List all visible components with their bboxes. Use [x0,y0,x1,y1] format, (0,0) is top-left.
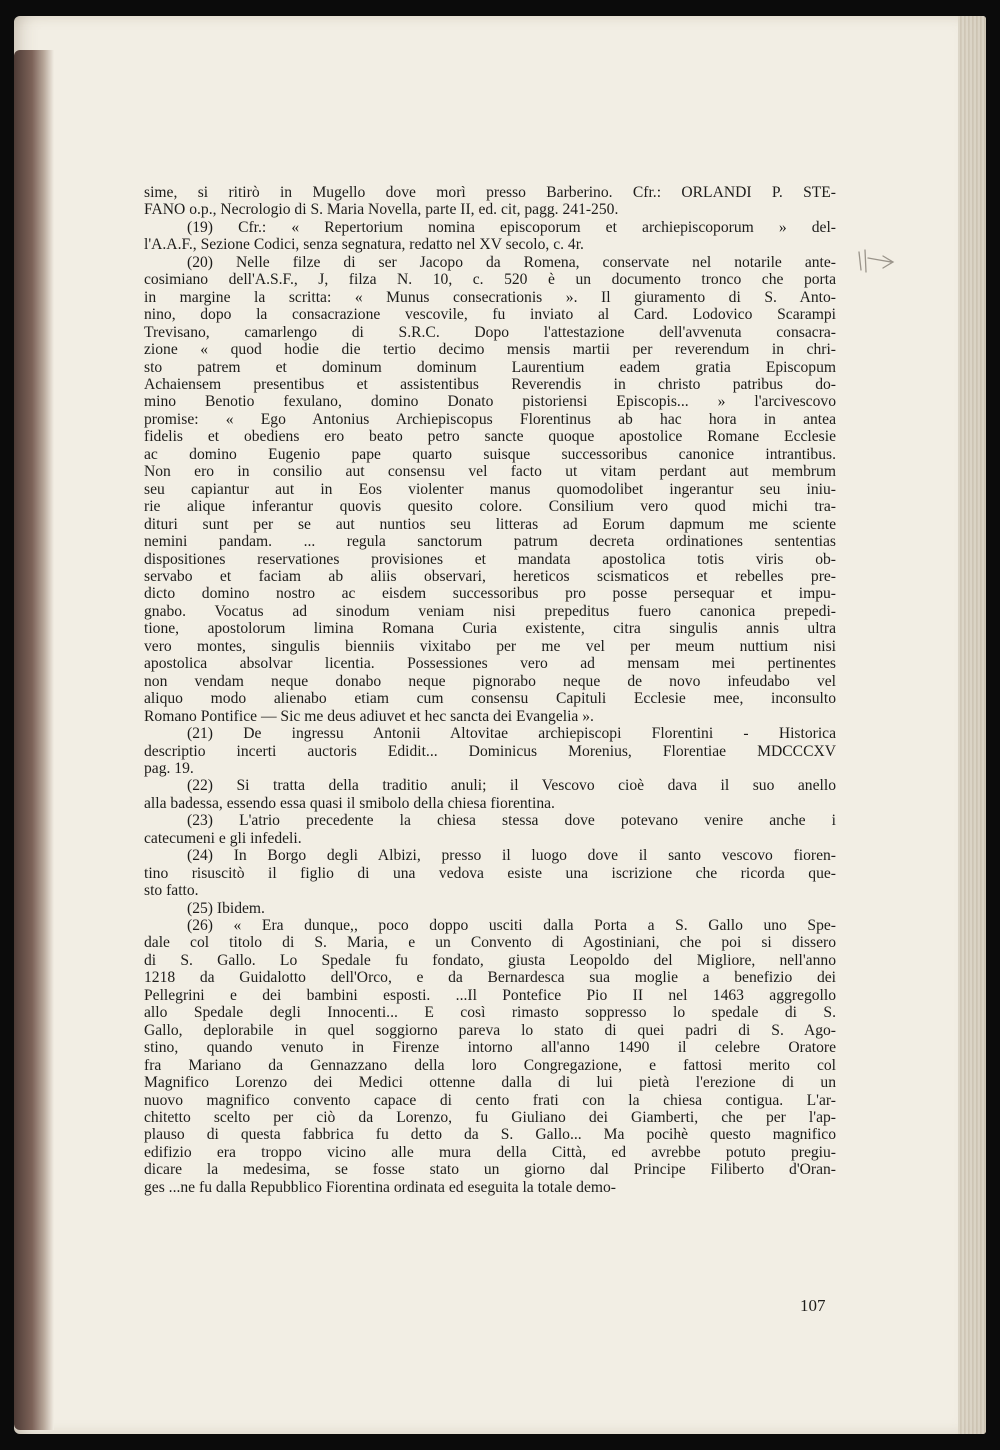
text-line: (24) In Borgo degli Albizi, presso il luogo dove il santo vescovo fioren- [187,847,836,865]
text-line: (23) L'atrio precedente la chiesa stessa dove potevano venire anche i [187,812,836,830]
text-line: rie alique inferantur quovis quesito colore. Consilium vero quod michi tra- [144,498,836,516]
text-line: ac domino Eugenio pape quarto suisque successoribus canonice intrantibus. [144,445,836,463]
text-line: apostolica absolvar licentia. Possessiones vero ad mensam mei pertinentes [144,655,836,673]
text-line: Pellegrini e dei bambini esposti. ...Il Pontefice Pio II nel 1463 aggregollo [144,986,836,1004]
text-line: tino risuscitò il figlio di una vedova esiste una iscrizione che ricorda que- [144,864,836,882]
text-line: sto fatto. [144,882,199,900]
text-line: Trevisano, camarlengo di S.R.C. Dopo l'attestazione dell'avvenuta consacra- [144,323,836,341]
text-line: dicto domino nostro ac eisdem successoribus pro posse persequar et impu- [144,585,836,603]
text-line: (21) De ingressu Antonii Altovitae archiepiscopi Florentini - Historica [187,725,836,743]
text-line: nuovo magnifico convento capace di cento frati con la chiesa contigua. L'ar- [144,1091,836,1109]
page-number: 107 [800,1296,826,1315]
text-line: non vendam neque donabo neque pignorabo neque de novo infeudabo vel [144,672,836,690]
book-binding [14,50,54,1430]
text-line: chitetto scelto per ciò da Lorenzo, fu Giuliano dei Giamberti, che per l'ap- [144,1109,836,1127]
text-line: di S. Gallo. Lo Spedale fu fondato, giusta Leopoldo del Migliore, nell'anno [144,951,836,969]
text-line: catecumeni e gli infedeli. [144,829,302,847]
text-line: dale col titolo di S. Maria, e un Convento di Agostiniani, che poi si dissero [144,934,836,952]
text-line: seu capiantur aut in Eos violenter manus quomodolibet ingerantur seu iniu- [144,480,836,498]
text-line: sto patrem et dominum dominum Laurentium eadem gratia Episcopum [144,358,836,376]
text-line: allo Spedale degli Innocenti... E così rimasto soppresso lo spedale di S. [144,1004,836,1022]
text-line: Non ero in consilio aut consensu vel facto ut vitam perdant aut membrum [144,463,836,481]
text-line: l'A.A.F., Sezione Codici, senza segnatura, redatto nel XV secolo, c. 4r. [144,236,584,254]
text-line: Gallo, deplorabile in quel soggiorno pareva lo stato di quei padri di S. Ago- [144,1021,836,1039]
text-line: 1218 da Guidalotto dell'Orco, e da Bernardesca sua moglie a benefizio dei [144,969,836,987]
text-line: vero montes, singulis bienniis vixitabo per me vel per meum nuttium nisi [144,637,836,655]
text-line: Achaiensem presentibus et assistentibus Reverendis in christo patribus do- [144,375,836,393]
text-line: promise: « Ego Antonius Archiepiscopus Florentinus ab hac hora in antea [144,410,836,428]
text-line: sime, si ritirò in Mugello dove morì presso Barberino. Cfr.: ORLANDI P. STE- [144,184,836,201]
text-line: zione « quod hodie die tertio decimo mensis martii per reverendum in chri- [144,341,836,359]
text-line: servabo et faciam ab aliis observari, hereticos scismaticos et rebelles pre- [144,567,836,585]
text-line: alla badessa, essendo essa quasi il smibolo della chiesa fiorentina. [144,794,555,812]
text-line: cosimiano dell'A.S.F., J, filza N. 10, c. 520 è un documento tronco che porta [144,271,836,289]
text-line: FANO o.p., Necrologio di S. Maria Novella, parte II, ed. cit, pagg. 241-250. [144,201,619,219]
text-line: fidelis et obediens ero beato petro sancte quoque apostolice Romane Ecclesie [144,428,836,446]
text-line: (20) Nelle filze di ser Jacopo da Romena, conservate nel notarile ante- [187,253,836,271]
text-line: Romano Pontifice — Sic me deus adiuvet et hec sancta dei Evangelia ». [144,707,594,725]
text-line: pag. 19. [144,759,194,777]
text-line: gnabo. Vocatus ad sinodum veniam nisi prepeditus fuero canonica prepedi- [144,602,836,620]
text-line: dicare la medesima, se fosse stato un giorno dal Principe Filiberto d'Oran- [144,1161,836,1179]
text-line: (25) Ibidem. [187,899,265,917]
text-line: Magnifico Lorenzo dei Medici ottenne dalla di lui pietà l'erezione di un [144,1074,836,1092]
text-line: (26) « Era dunque,, poco doppo usciti dalla Porta a S. Gallo uno Spe- [187,917,836,935]
text-line: nino, dopo la consacrazione vescovile, fu inviato al Card. Lodovico Scarampi [144,306,836,324]
text-line: dituri sunt per se aut nuntios seu litteras ad Eorum dapmum me sciente [144,515,836,533]
text-line: (22) Si tratta della traditio anuli; il Vescovo cioè dava il suo anello [187,777,836,795]
text-line: aliquo modo alienabo etiam cum consensu Capituli Ecclesie mee, inconsulto [144,690,836,708]
text-line: dispositiones reservationes provisiones et mandata apostolica totis viris ob- [144,550,836,568]
text-line: stino, quando venuto in Firenze intorno all'anno 1490 il celebre Oratore [144,1039,836,1057]
text-line: nemini pandam. ... regula sanctorum patrum decreta ordinationes sententias [144,533,836,551]
text-line: fra Mariano da Gennazzano della loro Congregazione, e fattosi merito col [144,1056,836,1074]
text-line: in margine la scritta: « Munus consecrationis ». Il giuramento di S. Anto- [144,288,836,306]
text-line: ges ...ne fu dalla Repubblico Fiorentina ordinata ed eseguita la totale demo- [144,1178,616,1196]
text-line: mino Benotio fexulano, domino Donato pistoriensi Episcopis... » l'arcivescovo [144,393,836,411]
text-line: tione, apostolorum limina Romana Curia existente, citra singulis annis ultra [144,620,836,638]
text-line: (19) Cfr.: « Repertorium nomina episcoporum et archiepiscoporum » del- [187,218,836,236]
handwritten-margin-mark [855,248,899,274]
text-line: plauso di questa fabbrica fu detto da S. Gallo... Ma pocihè questo magnifico [144,1126,836,1144]
text-line: edifizio era troppo vicino alle mura della Città, ed avrebbe potuto pregiu- [144,1143,836,1161]
page-edges [958,16,986,1434]
text-line: descriptio incerti auctoris Edidit... Dominicus Morenius, Florentiae MDCCCXV [144,742,836,760]
footnotes-text [144,184,836,1196]
